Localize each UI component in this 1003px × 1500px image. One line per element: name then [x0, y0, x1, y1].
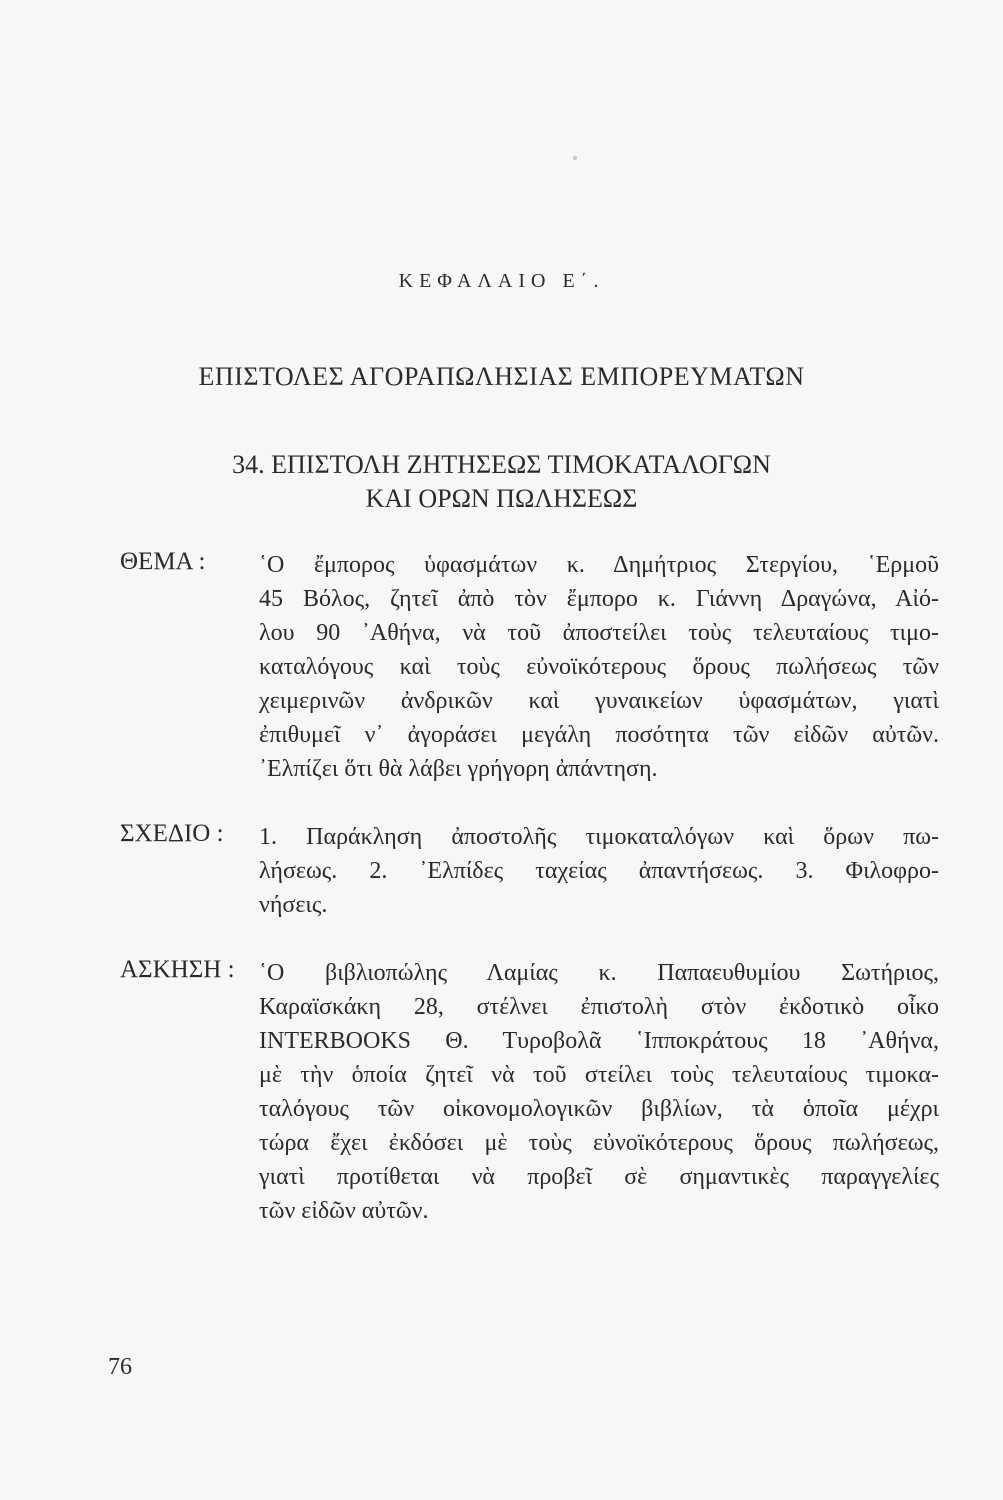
schedio-line: νήσεις. [259, 892, 328, 918]
thema-line: 45 Βόλος, ζητεῖ ἀπὸ τὸν ἔμπορο κ. Γιάννη Δραγώνα, Αἰό- [259, 586, 939, 612]
schedio-text [259, 820, 939, 922]
thema-line: ἐπιθυμεῖ ν᾿ ἀγοράσει μεγάλη ποσότητα τῶν εἰδῶν αὐτῶν. [259, 722, 939, 748]
thema-text [259, 548, 939, 786]
askisi-line: μὲ τὴν ὁποία ζητεῖ νὰ τοῦ στείλει τοὺς τελευταίους τιμοκα- [259, 1062, 939, 1088]
schedio-line: 1. Παράκληση ἀποστολῆς τιμοκαταλόγων καὶ ὅρων πω- [259, 824, 939, 850]
askisi-line: τῶν εἰδῶν αὐτῶν. [259, 1198, 429, 1224]
letter-title [0, 448, 1003, 516]
thema-line: ᾿Ελπίζει ὅτι θὰ λάβει γρήγορη ἀπάντηση. [259, 756, 658, 782]
page-number: 76 [108, 1354, 132, 1380]
askisi-line: ταλόγους τῶν οἰκονομολογικῶν βιβλίων, τὰ ὁποῖα μέχρι [259, 1096, 939, 1122]
letter-title-line-1: 34. ΕΠΙΣΤΟΛΗ ΖΗΤΗΣΕΩΣ ΤΙΜΟΚΑΤΑΛΟΓΩΝ [232, 450, 771, 479]
schedio-label: ΣΧΕΔΙΟ : [120, 820, 224, 847]
thema-line: καταλόγους καὶ τοὺς εὐνοϊκότερους ὅρους πωλήσεως τῶν [259, 654, 939, 680]
thema-line: ῾Ο ἔμπορος ὑφασμάτων κ. Δημήτριος Στεργίου, ῾Ερμοῦ [259, 552, 939, 578]
thema-label: ΘΕΜΑ : [120, 548, 206, 575]
askisi-line: Καραϊσκάκη 28, στέλνει ἐπιστολὴ στὸν ἐκδοτικὸ οἶκο [259, 994, 939, 1020]
askisi-text [259, 956, 939, 1228]
askisi-line: INTERBOOKS Θ. Τυροβολᾶ ῾Ιπποκράτους 18 ᾿Αθήνα, [259, 1028, 939, 1054]
askisi-label: ΑΣΚΗΣΗ : [120, 956, 235, 983]
thema-line: λου 90 ᾿Αθήνα, νὰ τοῦ ἀποστείλει τοὺς τελευταίους τιμο- [259, 620, 939, 646]
askisi-line: τώρα ἔχει ἐκδόσει μὲ τοὺς εὐνοϊκότερους ὅρους πωλήσεως, [259, 1130, 939, 1156]
speck [573, 156, 577, 160]
askisi-line: ῾Ο βιβλιοπώλης Λαμίας κ. Παπαευθυμίου Σωτήριος, [259, 960, 939, 986]
chapter-heading: ΚΕΦΑΛΑΙΟ Ε΄. [398, 270, 605, 292]
section-title: ΕΠΙΣΤΟΛΕΣ ΑΓΟΡΑΠΩΛΗΣΙΑΣ ΕΜΠΟΡΕΥΜΑΤΩΝ [198, 362, 805, 391]
askisi-line: γιατὶ προτίθεται νὰ προβεῖ σὲ σημαντικὲς παραγγελίες [259, 1164, 939, 1190]
letter-title-line-2: ΚΑΙ ΟΡΩΝ ΠΩΛΗΣΕΩΣ [365, 484, 638, 513]
thema-line: χειμερινῶν ἀνδρικῶν καὶ γυναικείων ὑφασμάτων, γιατὶ [259, 688, 939, 714]
schedio-line: λήσεως. 2. ᾿Ελπίδες ταχείας ἀπαντήσεως. 3. Φιλοφρο- [259, 858, 939, 884]
